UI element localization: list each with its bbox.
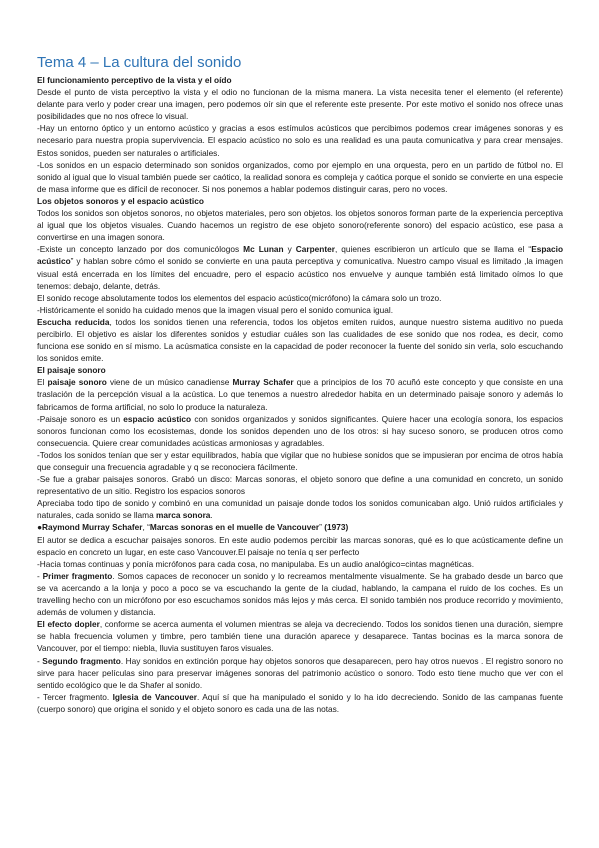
- text-run: Raymond Murray Schafer: [42, 522, 143, 533]
- paragraph: [37, 570, 563, 618]
- bold-term: Iglesia de Vancouver: [112, 691, 197, 702]
- paragraph: El sonido recoge absolutamente todos los elementos del espacio acústico(micrófono) la cámara solo un trozo.: [37, 292, 442, 303]
- text-run: y: [283, 244, 296, 255]
- paragraph: Desde el punto de vista perceptivo la vista y el odio no funcionan de la misma manera. La vista necesita tener el elemento (el referente) delante para verlo y poder crear una imagen, pero podemos oír sin que el referente este presente. Por este motivo el sonido nos ofrece unas posibilidades que no nos ofrece lo visual.: [37, 87, 563, 122]
- text-run: con sonidos organizados y sonidos significantes. Quiere hacer una ecología sonora, los espacios sonoros funcionan como los ecosistemas, donde los sonidos dependen uno de los otros: si hay suceso sonoro, se producen otros como consecuencia. Quiere crear comunidades acústicas armoniosas y agradables.: [37, 413, 563, 448]
- paragraph: -Todos los sonidos tenían que ser y estar equilibrados, había que vigilar que no hubiese sonidos que se impusieran por encima de otros había que conseguir una frecuencia agradable y q se reconociera fácilmente.: [37, 449, 563, 472]
- paragraph: [37, 376, 563, 412]
- bold-term: Carpenter: [295, 244, 335, 255]
- text-run: Marcas sonoras en el muelle de Vancouver: [149, 522, 320, 533]
- text-run: - Tercer fragmento.: [37, 691, 113, 702]
- text-run: , “: [142, 522, 150, 533]
- text-run: que a principios de los 70 acuñó este concepto y que consiste en una traslación de la percepción visual a la acústica. Lo que tenemos a nuestro alrededor habita en un determinado paisaje sonoro y además lo fabricamos de forma artificial, no solo lo produce la naturaleza.: [37, 377, 564, 412]
- paragraph: [37, 497, 563, 521]
- text-run: , conforme se acerca aumenta el volumen mientras se aleja va decreciendo. Todos los sonidos tienen una duración, siempre se habla frecuencia volumen y timbre, pero también tiene una duración aparece y desaparece. Tantas bocinas es la marca sonora de Vancouver, por el tiempo: niebla, lluvia sustituyen faros visuales.: [37, 619, 563, 654]
- section-heading-schafer: [37, 521, 563, 533]
- text-run: El: [37, 377, 48, 388]
- paragraph: -Históricamente el sonido ha cuidado menos que la imagen visual pero el sonido comunica igual.: [37, 304, 394, 315]
- text-run: . Hay sonidos en extinción porque hay objetos sonoros que desaparecen, pero hay otros nuevos . El registro sonoro no sirve para hacer películas sino para preservar imágenes sonoras del patrimonio acústico o sonoro. Todo esto tiene mucho que ver con el sentido ecológico que le da Shafer al sonido.: [37, 655, 563, 690]
- bold-term: marca sonora: [156, 510, 211, 521]
- document-title: Tema 4 – La cultura del sonido: [37, 54, 242, 71]
- text-run: , quienes escribieron un artículo que se llama el “: [334, 244, 532, 255]
- bullet-icon: ●: [37, 522, 43, 533]
- text-run: ”: [319, 522, 325, 533]
- bold-term: Espacio acústico: [37, 244, 564, 267]
- bold-term: Mc Lunan: [243, 244, 284, 255]
- text-run: -Existe un concepto lanzado por dos comunicólogos: [37, 244, 244, 255]
- section-heading-sound-objects: Los objetos sonoros y el espacio acústico: [37, 195, 204, 206]
- text-run: . Aquí sí que ha manipulado el sonido y lo ha ido decreciendo. Sonido de las campanas fuente (cuerpo sonoro) que origina el sonido y el objeto sonoro es cada una de las notas.: [37, 691, 563, 714]
- paragraph: [37, 655, 563, 691]
- bold-term: Segundo fragmento: [42, 655, 121, 666]
- paragraph: -Hacia tomas continuas y ponía micrófonos para cada cosa, no manipulaba. Es un audio analógico=cintas magnéticas.: [37, 558, 474, 569]
- text-run: ” y hablan sobre cómo el sonido se convierte en una pauta perceptiva y comunicativa. Nuestro campo visual es limitado ,la imagen visual está encerrada en los límites del encuadre, pero el espacio acústico nos envuelve y aunque también está limitado oímos lo que tenemos: debajo, delante, detrás.: [37, 256, 563, 291]
- bold-term: Escucha reducida: [37, 316, 110, 327]
- section-heading-soundscape: El paisaje sonoro: [37, 365, 106, 376]
- bold-term: Primer fragmento: [42, 570, 113, 581]
- paragraph: Todos los sonidos son objetos sonoros, no objetos materiales, pero son objetos. los objetos sonoros forman parte de la experiencia perceptiva al igual que los objetos visuales. Cuando hacemos un registro de ese objeto sonoro(referente sonoro) del espacio acústico, ese pasa a convertirse en una imagen sonora.: [37, 208, 563, 243]
- bold-term: Murray Schafer: [232, 377, 294, 388]
- bold-term: espacio acústico: [123, 413, 192, 424]
- paragraph: -Los sonidos en un espacio determinado son sonidos organizados, como por ejemplo en una orquesta, pero en un partido de fútbol no. El sonido al igual que lo visual también puede ser caótico, la realidad sonora es compleja y caótica porque el sonido se convierte en una especie de masa informe que es difícil de reconocer. Si nos ponemos a hablar podemos distinguir caras, pero no voces.: [37, 159, 563, 194]
- text-run: Apreciaba todo tipo de sonido y combinó en una comunidad un paisaje donde todos los sonidos comunicaban algo. Unió ruidos artificiales y naturales, cada sonido se llama: [37, 498, 563, 521]
- text-run: viene de un músico canadiense: [106, 377, 233, 388]
- bold-term: paisaje sonoro: [47, 377, 107, 388]
- section-heading-perception: El funcionamiento perceptivo de la vista y el oído: [37, 75, 232, 85]
- text-run: .: [210, 510, 213, 521]
- paragraph: [37, 413, 563, 449]
- bold-term: El efecto dopler: [37, 619, 100, 630]
- paragraph: El autor se dedica a escuchar paisajes sonoros. En este audio podemos percibir las marcas sonoras, qué es lo que acústicamente define un espacio en concreto un lugar, en este caso Vancouver.El paisaje no tenía q ser perfecto: [37, 534, 563, 557]
- paragraph: -Se fue a grabar paisajes sonoros. Grabó un disco: Marcas sonoras, el objeto sonoro que define a una comunidad en concreto, un sonido representativo de un sitio. Registro los espacios sonoros: [37, 474, 563, 497]
- text-run: . Somos capaces de reconocer un sonido y lo recreamos mentalmente visualmente. Se ha grabado desde un barco que se va acercando a la lonja y poco a poco se va escuchando la gente de la ciudad, hablando, la campana el ruido de los coches. Es un travelling hecho con un micrófono por eso escuchamos sonidos más lejos y más cerca. El sonido también nos produce recorrido y movimiento, además de volumen y distancia.: [37, 570, 563, 618]
- paragraph: [37, 691, 563, 715]
- text-run: -Paisaje sonoro es un: [37, 413, 124, 424]
- paragraph: [37, 618, 563, 654]
- text-run: -: [37, 570, 43, 581]
- text-run: -: [37, 655, 43, 666]
- paragraph: [37, 243, 563, 291]
- text-run: (1973): [324, 522, 349, 533]
- text-run: , todos los sonidos tienen una referencia, todos los objetos emiten ruidos, aunque nuestro sistema auditivo no pueda percibirlo. El objetivo es aislar los diferentes sonidos y estudiar cuáles son las cualidades de ese sonido que nos rodea, es decir, como funciona ese sonido en sí mismo. La acúsmatica consiste en la capacidad de poder reconocer la fuente del sonido sin verla, solo escuchando los sonidos emite.: [37, 316, 564, 364]
- paragraph: [37, 316, 563, 364]
- paragraph: -Hay un entorno óptico y un entorno acústico y gracias a esos estímulos acústicos que percibimos podemos crear imágenes sonoras y es necesario para nuestra propia supervivencia. El espacio acústico no solo es una realidad es una pauta comunicativa y para crear mensajes. Estos sonidos, pueden ser naturales o artificiales.: [37, 123, 563, 158]
